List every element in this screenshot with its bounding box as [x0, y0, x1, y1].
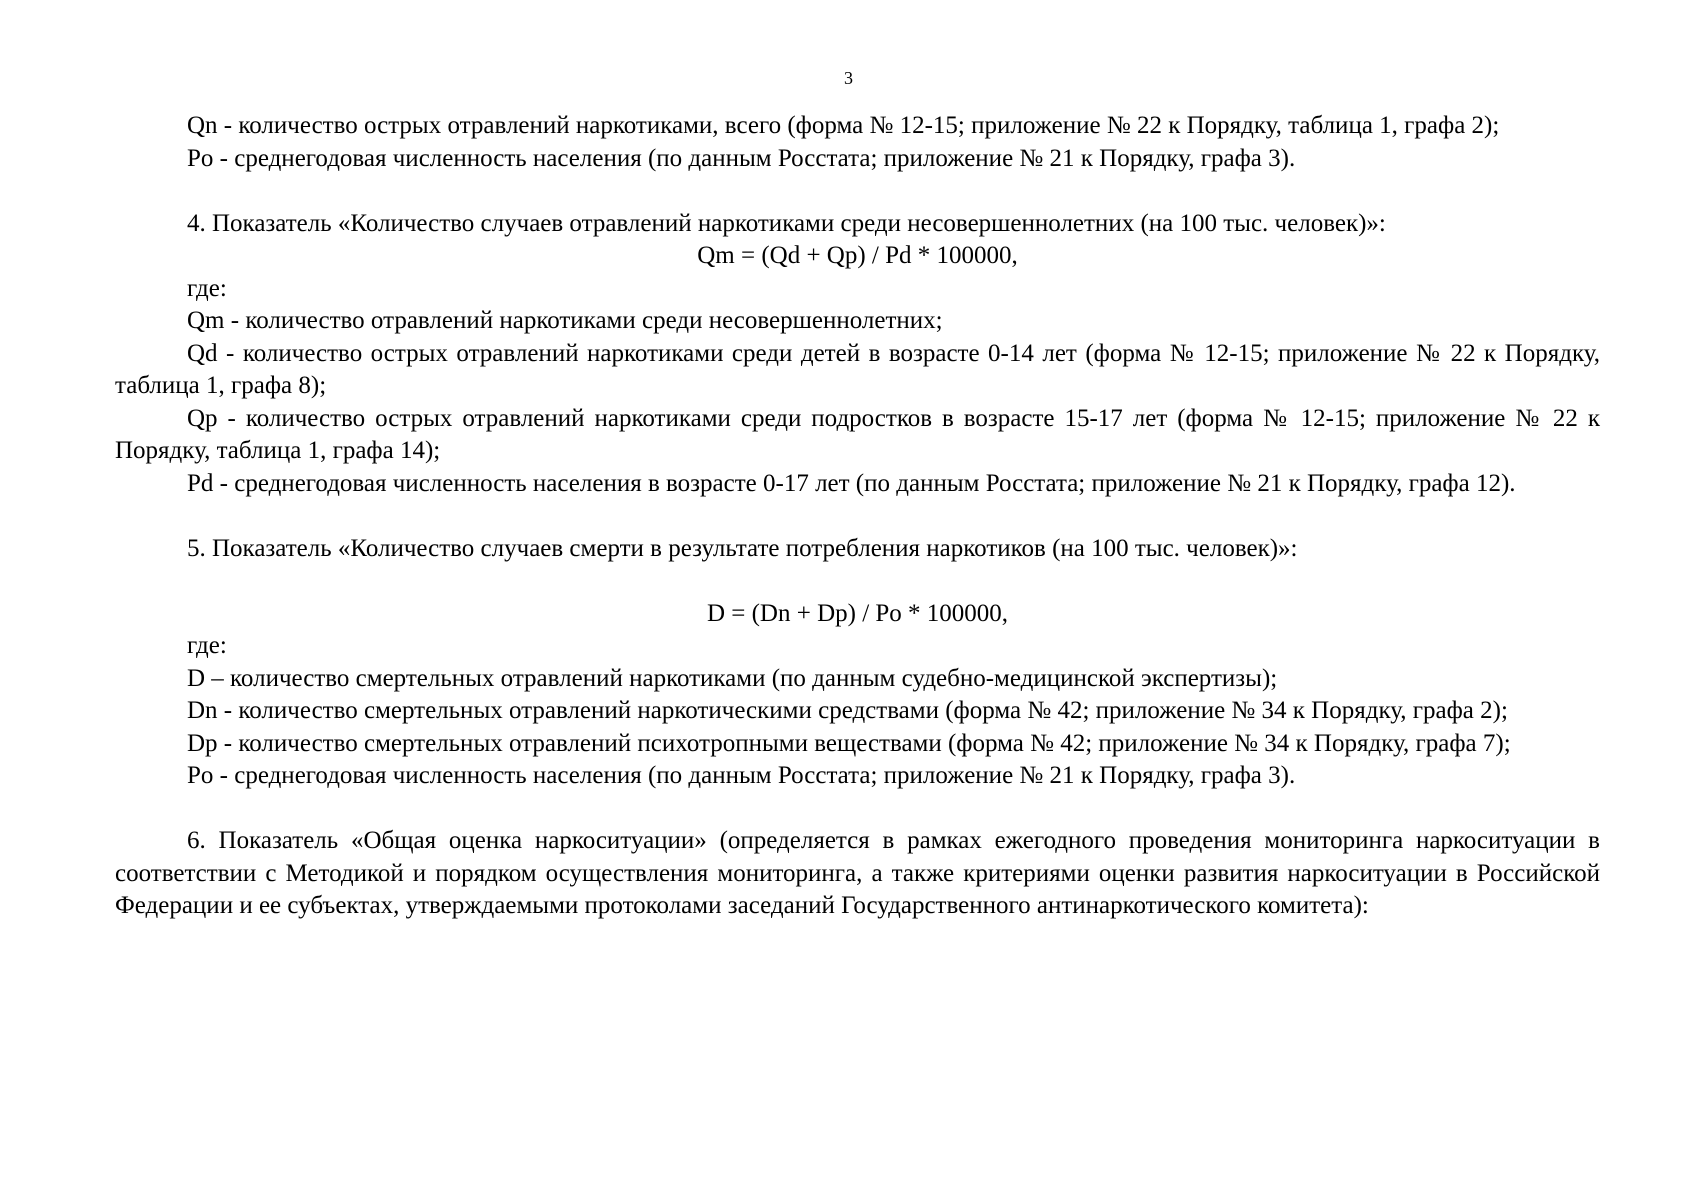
formula-qm: Qm = (Qd + Qp) / Pd * 100000, [697, 242, 1018, 269]
definition-po: Po - среднегодовая численность населения (по данным Росстата; приложение № 21 к Порядку, графа 3). [187, 144, 1296, 172]
definition-dn: Dn - количество смертельных отравлений наркотическими средствами (форма № 42; приложение № 34 к Порядку, графа 2); [187, 697, 1508, 724]
definition-qp: Qp - количество острых отравлений наркотиками среди подростков в возрасте 15-17 лет (форма № 12-15; приложение № 22 к Порядку, таблица 1, графа 14); [115, 404, 1600, 464]
paragraph-gap [115, 175, 1600, 208]
where-label: где: [187, 274, 227, 302]
where-label: где: [187, 632, 227, 659]
definition-qm: Qm - количество отравлений наркотиками среди несовершеннолетних; [187, 307, 943, 334]
formula-d: D = (Dn + Dp) / Po * 100000, [706, 599, 1009, 627]
paragraph-gap [115, 500, 1600, 533]
paragraph-gap [115, 793, 1600, 826]
section-5-heading: 5. Показатель «Количество случаев смерти в результате потребления наркотиков (на 100 тыс. человек)»: [187, 534, 1298, 562]
section-4-heading: 4. Показатель «Количество случаев отравлений наркотиками среди несовершеннолетних (на 100 тыс. человек)»: [187, 209, 1386, 237]
definition-pd: Pd - среднегодовая численность населения в возрасте 0-17 лет (по данным Росстата; приложение № 21 к Порядку, графа 12). [187, 469, 1516, 497]
page-number: 3 [844, 68, 853, 88]
definition-dp: Dp - количество смертельных отравлений психотропными веществами (форма № 42; приложение № 34 к Порядку, графа 7); [187, 729, 1511, 757]
document-body [115, 110, 1600, 923]
section-6-heading: 6. Показатель «Общая оценка наркоситуации» (определяется в рамках ежегодного проведения мониторинга наркоситуации в соответствии с Методикой и порядком осуществления мониторинга, а также критериями оценки развития наркоситуации в Российской Федерации и ее субъектах, утверждаемыми протоколами заседаний Государственного антинаркотического комитета): [115, 827, 1600, 919]
definition-po-2: Po - среднегодовая численность населения (по данным Росстата; приложение № 21 к Порядку, графа 3). [187, 762, 1296, 789]
definition-qd: Qd - количество острых отравлений наркотиками среди детей в возрасте 0-14 лет (форма № 12-15; приложение № 22 к Порядку, таблица 1, графа 8); [115, 339, 1600, 399]
definition-d: D – количество смертельных отравлений наркотиками (по данным судебно-медицинской экспертизы); [187, 664, 1278, 692]
definition-qn: Qn - количество острых отравлений наркотиками, всего (форма № 12-15; приложение № 22 к Порядку, таблица 1, графа 2); [187, 112, 1500, 139]
